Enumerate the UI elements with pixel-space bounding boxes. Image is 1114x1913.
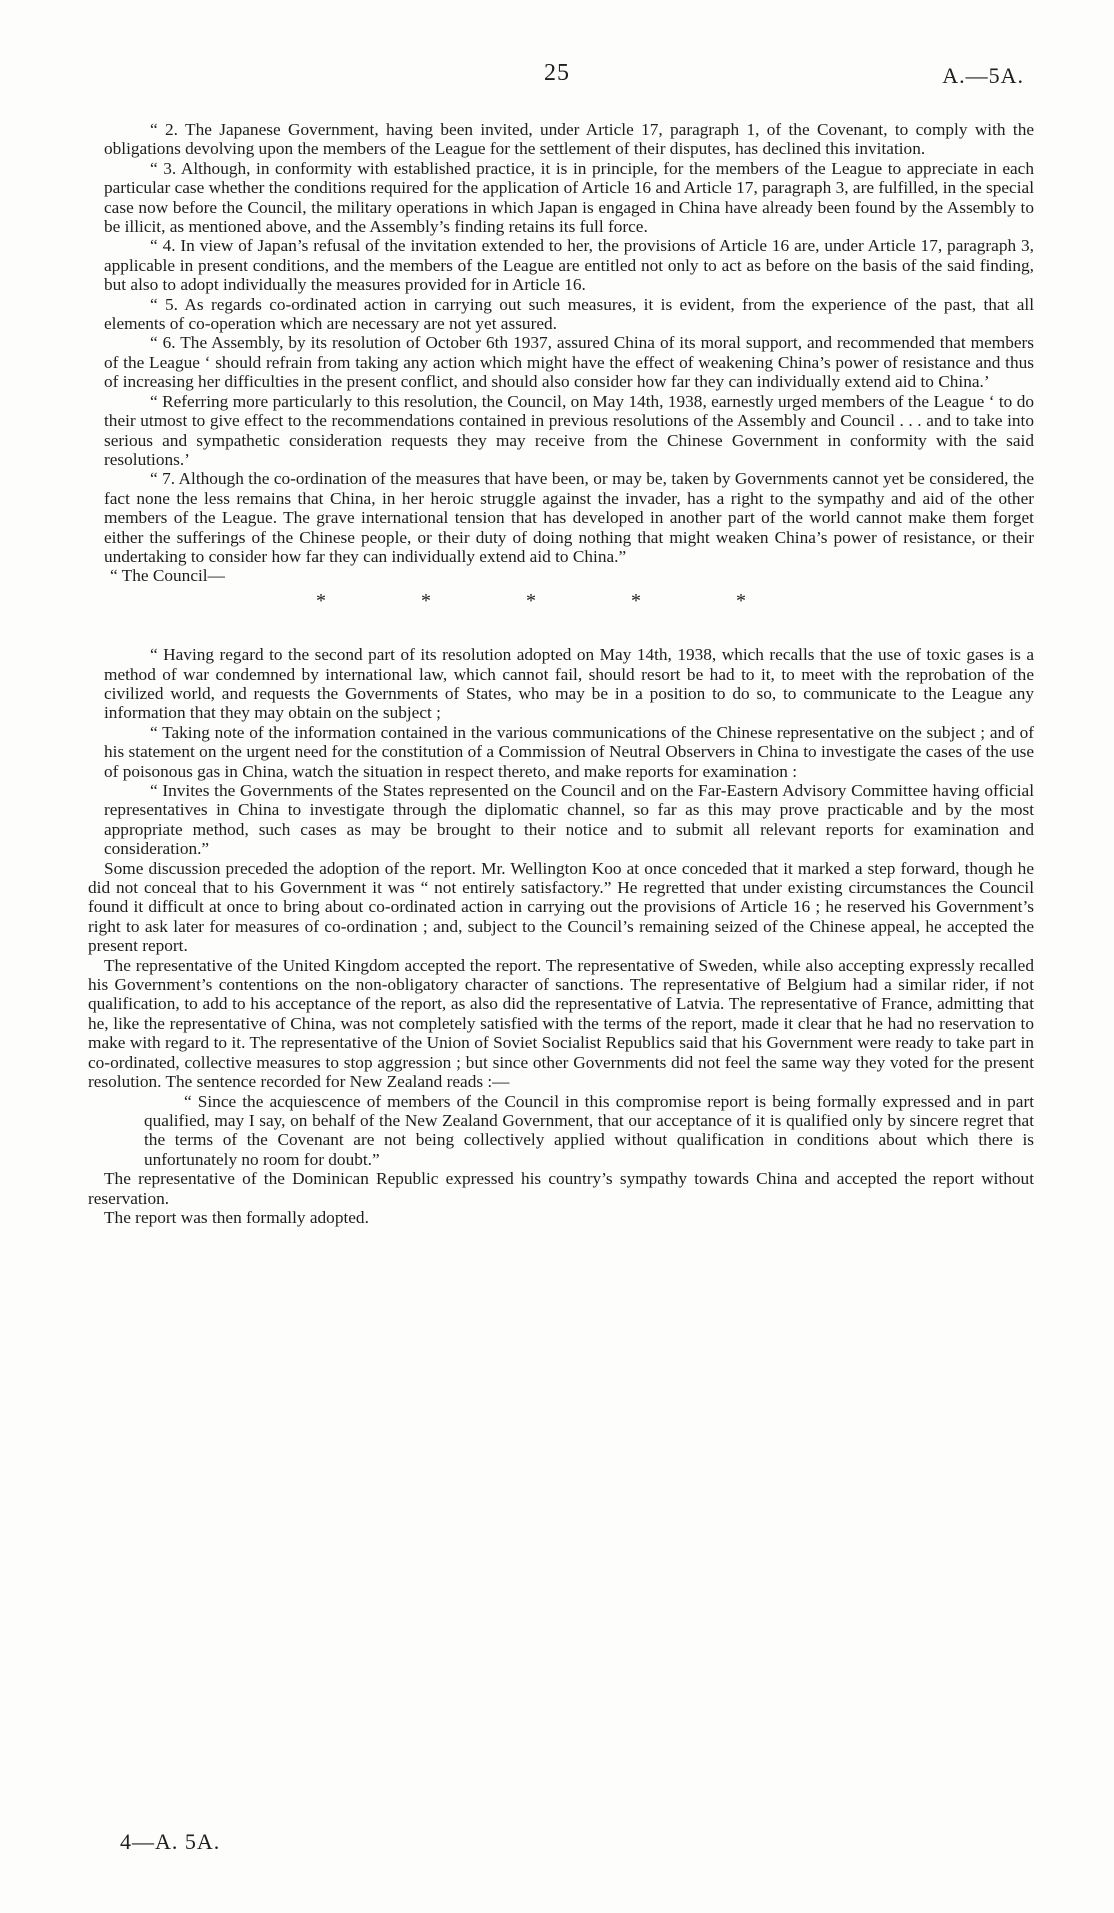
gas-paragraph-taking-note: “ Taking note of the information contained in the various communications of the Chinese representative on the subject ; and of his statement on the urgent need for the constitution of a Commission of Neutral Observers in China to investigate the cases of the use of poisonous gas in China, watch the situation in respect thereto, and make reports for examination : [104, 722, 1034, 781]
narrative-paragraph-representatives: The representative of the United Kingdom accepted the report. The representative of Sweden, while also accepting expressly recalled his Government’s contentions on the non-obligatory character of sanctions. The representative of Belgium had a similar rider, if not qualification, to add to his acceptance of the report, as also did the representative of Latvia. The representative of France, admitting that he, like the representative of China, was not completely satisfied with the terms of the report, made it clear that he had no reservation to make with regard to it. The representative of the Union of Soviet Socialist Republics said that his Government were ready to take part in co-ordinated, collective measures to stop aggression ; but since other Governments did not feel the same way they voted for the present resolution. The sentence recorded for New Zealand reads :— [88, 955, 1034, 1092]
resolution-paragraph-2: “ 2. The Japanese Government, having been invited, under Article 17, paragraph 1, of the Covenant, to comply with the obligations devolving upon the members of the League for the settlement of their disputes, has declined this invitation. [104, 120, 1034, 159]
section-break-asterisks [316, 589, 746, 612]
new-zealand-quote-text: “ Since the acquiescence of members of the Council in this compromise report is being formally expressed and in part qualified, may I say, on behalf of the New Zealand Government, that our acceptance of it is qualified only by sincere regret that the terms of the Covenant are not being collectively applied without qualification in conditions about which there is unfortunately no room for doubt.” [144, 1091, 1034, 1169]
closing-paragraph-adopted: The report was then formally adopted. [104, 1207, 369, 1227]
resolution-paragraph-4: “ 4. In view of Japan’s refusal of the invitation extended to her, the provisions of Article 16 are, under Article 17, paragraph 3, applicable in present conditions, and the members of the League are entitled not only to act as before on the basis of the said finding, but also to adopt individually the measures provided for in Article 16. [104, 236, 1034, 295]
signature-reference: 4—A. 5A. [120, 1829, 221, 1854]
asterisk: * [316, 589, 326, 612]
gas-resolution-text [88, 645, 1034, 858]
spacer [88, 611, 1034, 645]
asterisk: * [526, 589, 536, 612]
asterisk: * [631, 589, 641, 612]
gas-paragraph-having-regard: “ Having regard to the second part of its resolution adopted on May 14th, 1938, which recalls that the use of toxic gases is a method of war condemned by international law, which cannot fail, should resort be had to it, to meet with the reprobation of the civilized world, and requests the Governments of States, who may be in a position to do so, to communicate to the League any information that they may obtain on the subject ; [104, 645, 1034, 723]
asterisk: * [736, 589, 746, 612]
resolution-paragraph-referring: “ Referring more particularly to this resolution, the Council, on May 14th, 1938, earnestly urged members of the League ‘ to do their utmost to give effect to the recommendations contained in previous resolutions of the Assembly and Council . . . and to take into serious and sympathetic consideration requests they may receive from the Chinese Government in conformity with the said resolutions.’ [104, 391, 1034, 469]
document-reference: A.—5A. [942, 63, 1024, 88]
council-heading: “ The Council— [110, 566, 225, 586]
resolution-paragraph-5: “ 5. As regards co-ordinated action in carrying out such measures, it is evident, from the experience of the past, that all elements of co-operation which are necessary are not yet assured. [104, 294, 1034, 334]
document-body [88, 120, 1034, 1227]
narrative-paragraph-discussion: Some discussion preceded the adoption of the report. Mr. Wellington Koo at once conceded that it marked a step forward, though he did not conceal that to his Government it was “ not entirely satisfactory.” He regretted that under existing circumstances the Council found it difficult at once to bring about co-ordinated action in carrying out the provisions of Article 16 ; he reserved his Government’s right to ask later for measures of co-ordination ; and, subject to the Council’s remaining seized of the Chinese appeal, he accepted the present report. [88, 858, 1034, 956]
closing-paragraph-dominican: The representative of the Dominican Republic expressed his country’s sympathy towards China and accepted the report without reservation. [88, 1169, 1034, 1208]
resolution-text [88, 120, 1034, 586]
page-number: 25 [544, 60, 570, 86]
resolution-paragraph-6: “ 6. The Assembly, by its resolution of October 6th 1937, assured China of its moral support, and recommended that members of the League ‘ should refrain from taking any action which might have the effect of weakening China’s power of resistance and thus of increasing her difficulties in the present conflict, and should also consider how far they can individually extend aid to China.’ [104, 333, 1034, 392]
resolution-paragraph-3: “ 3. Although, in conformity with established practice, it is in principle, for the members of the League to appreciate in each particular case whether the conditions required for the application of Article 16 and Article 17, paragraph 3, are fulfilled, in the special case now before the Council, the military operations in which Japan is engaged in China have already been found by the Assembly to be illicit, as mentioned above, and the Assembly’s finding retains its full force. [104, 158, 1034, 237]
closing-text [88, 1169, 1034, 1227]
gas-paragraph-invites: “ Invites the Governments of the States represented on the Council and on the Far-Eastern Advisory Committee having official representatives in China to investigate through the diplomatic channel, so far as this may prove practicable and by the most appropriate method, such cases as may be brought to their notice and to submit all relevant reports for examination and consideration.” [104, 781, 1034, 859]
new-zealand-quote [88, 1092, 1034, 1170]
narrative-text [88, 859, 1034, 1092]
asterisk: * [421, 589, 431, 612]
resolution-paragraph-7: “ 7. Although the co-ordination of the measures that have been, or may be, taken by Governments cannot yet be considered, the fact none the less remains that China, in her heroic struggle against the invader, has a right to the sympathy and aid of the other members of the League. The grave international tension that has developed in another part of the world cannot make them forget either the sufferings of the Chinese people, or their duty of doing nothing that might weaken China’s power of resistance, or their undertaking to consider how far they can individually extend aid to China.” [104, 469, 1034, 566]
